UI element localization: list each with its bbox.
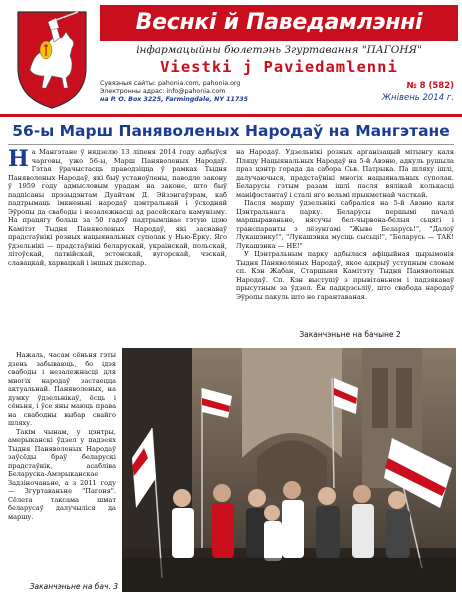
article-paragraph: Пасля маршу ўдзельнікі сабраліся на 5-й Авэню каля Цэнтральнага парку. Беларусы першымі пачалі маршыраваньне, нясучы бел-чырвона-белыя сьцягі і транспаранты з лёзунгамі "Жыве Беларусь!", "Далоў Лукашэнку!", "Лукашэнка мусіць сысьці!", "Беларусь — ТАК! Лукашэнка — НЕ!" xyxy=(236,199,454,250)
article-paragraph: а Мангэтане ў нядзелю 13 ліпеня 2014 году адбыўся чарговы, ужо 56-ы, Марш Паняволеных Народаў. Гэтая ўрачыстасць праводзіцца ў рамках Тыдня Паняволеных Народаў, які быў устаноўлены, паводле закону ў 1959 году адмысловым урадам на законе, што быў падпісаны прэзыдэнтам Дуайтам Д. Эйзэнгаўэрам, каб падтрымаць імкненьні народаў цэнтральнай і ўсходняй Эўропы да свабоды і незалежнасці ад расейскага камунізму. На працягу больш за 50 гадоў падтрымлівае гэтую ідэю Камітэт Тыдня Паняволеных Народаў, які заснаваў прадстаўнікі розных нацыянальных суполак у Нью-Ёрку. Яго ўдзельнікі — прадстаўнікі беларускай, украінскай, польскай, літоўскай, латвійскай, эстонскай, вугорскай, чэскай, славацкай, харвацкай і іншых дыяспар. xyxy=(8,148,227,267)
continued-note-col1: Заканчэньне на бач. 3 xyxy=(29,582,118,591)
issue-info xyxy=(382,80,454,104)
article-column-2 xyxy=(236,148,454,328)
article-paragraph: У Цэнтральным парку адбылася афіцыйная цырымонія Тыдня Паняволеных Народаў, якое адкрыў уступным словам сп. Кэн Жабан, Старшыня Камітэту Тыдня Паняволеных Народаў. Сп. Кэн выступіў з прывітаньнем і падзякаваў прысутным за ўдзел. Ён падкрэсьліў, што свабода народаў Эўропы пакуль што не гарантаваная. xyxy=(236,250,454,301)
contact-websites: Сувязныя сайты: pahonia.com, pahonia.org xyxy=(100,80,241,87)
article-column-1 xyxy=(8,148,227,346)
article-paragraph: Такім чынам, у цэнтры, амерыканскі ўдзел у падзеях Тыдня Паняволеных Народаў заўсёды браў беларускі прадстаўнік, асабліва Беларуска-Амэрыканскае Задзіночаньне, а з 2011 году — Згуртаваньне "Пагоня". Сёлета таксама шмат беларусаў далучыліся да маршу. xyxy=(8,427,116,521)
march-participants-photo xyxy=(122,348,456,592)
contact-info xyxy=(100,80,360,104)
header-divider xyxy=(0,114,462,117)
latin-title: Viestki j Paviedamlenni xyxy=(160,58,398,76)
masthead xyxy=(0,0,462,118)
pahonia-coat-of-arms-icon xyxy=(12,8,92,110)
article-column-1-lower xyxy=(8,351,116,577)
headline-divider xyxy=(8,144,454,145)
article-paragraph: Нажаль, часам сёньня гэты дзень забываюць, бо ідэя свабоды і незалежнасці для многіх народаў застаецца актуальнай. Паняволеных, на думку ўдзельнікаў, ёсць і сёньня, і ўсе яны маюць права на свабодны выбар свайго шляху. xyxy=(8,351,116,427)
issue-date: Жнівень 2014 г. xyxy=(381,93,454,103)
contact-email: Электронны адрас: info@pahonia.com xyxy=(100,88,226,95)
continued-note-col2: Заканчэньне на бачыне 2 xyxy=(299,330,401,339)
article-paragraph: на Народаў. Удзельнікі розных арганізацый мітынгу каля Пляцу Нацыянальных Народаў на 5-й Авэню, адкуль рушыла праз цэнтр горада да сабора Сьв. Патрыка. Па шляху ішлі, далучаючыся, прадстаўнікі многіх нацыянальных суполак. Беларусы гэтым разам ішлі пасля вялікай колькасці маніфэстантаў і сталі яго вельмі прыкметнай часткай. xyxy=(236,148,454,199)
drop-cap: Н xyxy=(8,148,29,172)
issue-number: № 8 (582) xyxy=(406,81,454,91)
article-headline: 56-ы Марш Паняволеных Народаў на Мангэтане xyxy=(12,122,450,140)
contact-address: на P. O. Box 3225, Farmingdale, NY 11735 xyxy=(100,96,248,103)
newsletter-title: Веснкі й Паведамлэнні xyxy=(100,5,458,41)
newsletter-subtitle: інфармацыйны бюлетэнь Згуртавання "ПАГОНЯ" xyxy=(136,44,422,56)
